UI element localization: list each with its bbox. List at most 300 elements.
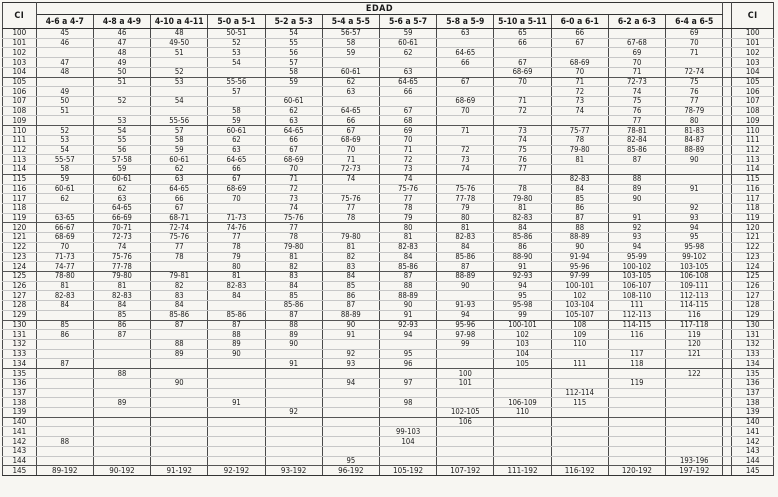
score-cell: 88 — [208, 330, 265, 340]
score-cell: 102 — [551, 291, 608, 301]
ci-value: 116 — [3, 184, 37, 194]
score-cell: 54 — [36, 145, 93, 155]
table-row — [3, 291, 774, 301]
score-cell: 51 — [151, 48, 208, 58]
score-cell: 91-93 — [437, 301, 494, 311]
table-row — [3, 203, 774, 213]
score-cell — [36, 408, 93, 418]
score-cell: 112-113 — [666, 291, 723, 301]
ci-value: 113 — [3, 155, 37, 165]
ci-value: 119 — [3, 213, 37, 223]
score-cell: 71-73 — [208, 213, 265, 223]
ci-value-right: 111 — [732, 135, 774, 145]
score-cell: 90 — [437, 281, 494, 291]
score-cell — [379, 369, 436, 379]
score-cell: 84-87 — [666, 135, 723, 145]
gap-cell — [723, 165, 732, 175]
table-row — [3, 427, 774, 437]
gap-cell — [723, 310, 732, 320]
score-cell: 50-51 — [208, 29, 265, 39]
score-cell: 103 — [494, 340, 551, 350]
score-cell: 72-74 — [151, 223, 208, 233]
score-cell: 120 — [666, 340, 723, 350]
score-cell: 67 — [379, 106, 436, 116]
gap-cell — [723, 174, 732, 184]
score-cell: 88-89 — [551, 233, 608, 243]
score-cell: 69 — [608, 48, 665, 58]
score-cell: 70 — [379, 135, 436, 145]
score-cell — [208, 67, 265, 77]
score-cell: 77-78 — [93, 262, 150, 272]
score-cell: 88 — [36, 437, 93, 447]
score-cell: 69 — [379, 126, 436, 136]
table-row — [3, 349, 774, 359]
score-cell: 64-65 — [208, 155, 265, 165]
table-row — [3, 369, 774, 379]
score-cell: 72 — [265, 184, 322, 194]
score-cell — [379, 388, 436, 398]
score-cell: 72-73 — [608, 77, 665, 87]
score-cell: 64-65 — [151, 184, 208, 194]
score-cell: 88-89 — [322, 310, 379, 320]
score-cell: 72-73 — [93, 233, 150, 243]
ci-value-right: 144 — [732, 456, 774, 466]
score-cell: 92 — [666, 203, 723, 213]
score-cell — [494, 446, 551, 456]
score-cell — [437, 174, 494, 184]
score-cell — [208, 359, 265, 369]
score-cell: 99-102 — [666, 252, 723, 262]
score-cell — [151, 417, 208, 427]
score-cell: 59 — [265, 77, 322, 87]
score-cell: 80 — [437, 213, 494, 223]
score-cell: 86 — [551, 203, 608, 213]
score-cell: 110 — [551, 340, 608, 350]
score-cell — [437, 291, 494, 301]
score-cell: 67 — [437, 77, 494, 87]
score-cell: 93 — [608, 233, 665, 243]
score-cell: 108-110 — [608, 291, 665, 301]
score-cell: 62 — [379, 48, 436, 58]
score-cell — [265, 456, 322, 466]
score-cell — [36, 456, 93, 466]
table-row — [3, 340, 774, 350]
score-cell — [666, 417, 723, 427]
score-cell: 59 — [379, 29, 436, 39]
score-cell: 57-58 — [93, 155, 150, 165]
score-cell: 58 — [36, 165, 93, 175]
score-cell: 82 — [151, 281, 208, 291]
table-row — [3, 87, 774, 97]
score-cell: 85-86 — [151, 310, 208, 320]
score-cell — [437, 38, 494, 48]
ci-value: 141 — [3, 427, 37, 437]
score-cell: 120-192 — [608, 466, 665, 476]
score-cell: 103-105 — [608, 271, 665, 281]
table-row — [3, 77, 774, 87]
score-cell — [666, 398, 723, 408]
score-cell: 85-86 — [494, 233, 551, 243]
score-cell: 95-96 — [551, 262, 608, 272]
score-cell — [151, 388, 208, 398]
score-cell: 95-98 — [494, 301, 551, 311]
score-cell: 112-113 — [608, 310, 665, 320]
score-cell: 100-102 — [608, 262, 665, 272]
gap-cell — [723, 194, 732, 204]
score-cell — [494, 174, 551, 184]
score-cell — [551, 48, 608, 58]
score-cell — [93, 437, 150, 447]
score-cell — [437, 446, 494, 456]
score-cell: 69 — [666, 29, 723, 39]
score-cell: 94 — [379, 330, 436, 340]
score-cell: 91-192 — [151, 466, 208, 476]
score-cell: 64-65 — [265, 126, 322, 136]
score-cell: 54 — [93, 126, 150, 136]
score-cell: 50 — [36, 97, 93, 107]
score-cell: 84 — [494, 223, 551, 233]
score-cell: 74-77 — [36, 262, 93, 272]
score-cell: 76 — [608, 106, 665, 116]
table-row — [3, 38, 774, 48]
score-cell: 49 — [93, 58, 150, 68]
score-cell: 46 — [36, 38, 93, 48]
score-cell: 78 — [379, 203, 436, 213]
score-cell: 60-61 — [265, 97, 322, 107]
score-cell — [666, 388, 723, 398]
score-cell: 96 — [379, 359, 436, 369]
score-cell: 79-81 — [151, 271, 208, 281]
gap-cell — [723, 262, 732, 272]
score-cell — [36, 310, 93, 320]
score-cell — [265, 388, 322, 398]
ci-value-right: 105 — [732, 77, 774, 87]
score-cell: 90 — [551, 242, 608, 252]
score-cell — [265, 417, 322, 427]
score-cell — [93, 427, 150, 437]
score-cell: 84 — [437, 242, 494, 252]
ci-value: 112 — [3, 145, 37, 155]
score-cell: 91-94 — [551, 252, 608, 262]
edad-header: EDAD — [36, 3, 723, 15]
score-cell — [36, 417, 93, 427]
score-cell: 84 — [36, 301, 93, 311]
score-cell — [151, 437, 208, 447]
score-cell: 70 — [322, 145, 379, 155]
ci-value: 101 — [3, 38, 37, 48]
score-cell: 55 — [265, 38, 322, 48]
score-cell: 92-93 — [494, 271, 551, 281]
ci-value: 145 — [3, 466, 37, 476]
score-cell: 66 — [494, 38, 551, 48]
score-cell: 87 — [322, 301, 379, 311]
gap-cell — [723, 48, 732, 58]
score-cell: 59 — [93, 165, 150, 175]
table-row — [3, 281, 774, 291]
ci-value: 137 — [3, 388, 37, 398]
score-cell: 54 — [265, 29, 322, 39]
score-cell: 63 — [93, 194, 150, 204]
score-cell: 48 — [151, 29, 208, 39]
score-cell — [379, 456, 436, 466]
score-cell — [379, 446, 436, 456]
score-cell: 91 — [666, 184, 723, 194]
score-cell — [494, 388, 551, 398]
score-cell: 74 — [265, 203, 322, 213]
score-cell: 78-81 — [608, 126, 665, 136]
ci-value: 121 — [3, 233, 37, 243]
score-cell — [437, 398, 494, 408]
table-row — [3, 398, 774, 408]
ci-value-right: 130 — [732, 320, 774, 330]
table-row — [3, 446, 774, 456]
score-cell — [551, 446, 608, 456]
gap-cell — [723, 408, 732, 418]
score-cell — [551, 378, 608, 388]
ci-value: 118 — [3, 203, 37, 213]
score-cell — [151, 408, 208, 418]
score-cell: 74 — [494, 135, 551, 145]
gap-cell — [723, 29, 732, 39]
table-row — [3, 466, 774, 476]
ci-value: 124 — [3, 262, 37, 272]
score-cell: 85-86 — [608, 145, 665, 155]
ci-value-right: 112 — [732, 145, 774, 155]
ci-value-right: 107 — [732, 97, 774, 107]
score-cell: 90 — [379, 301, 436, 311]
score-cell — [322, 58, 379, 68]
score-cell: 49-50 — [151, 38, 208, 48]
age-range-header: 6-0 a 6-1 — [551, 15, 608, 29]
score-cell — [437, 87, 494, 97]
score-cell — [551, 408, 608, 418]
score-cell: 57 — [265, 58, 322, 68]
score-cell: 103-105 — [666, 262, 723, 272]
score-cell — [151, 427, 208, 437]
score-cell: 48 — [36, 67, 93, 77]
score-cell: 56 — [93, 145, 150, 155]
ci-value-right: 119 — [732, 213, 774, 223]
score-cell: 68-69 — [437, 97, 494, 107]
score-cell: 55-56 — [208, 77, 265, 87]
score-cell — [265, 398, 322, 408]
score-cell: 77 — [151, 242, 208, 252]
score-cell: 86 — [93, 320, 150, 330]
gap-cell — [723, 77, 732, 87]
score-cell: 117-118 — [666, 320, 723, 330]
score-cell: 75-77 — [551, 126, 608, 136]
score-cell: 79 — [379, 213, 436, 223]
gap-cell — [723, 281, 732, 291]
gap-cell — [723, 87, 732, 97]
score-cell — [36, 77, 93, 87]
score-cell: 89 — [208, 340, 265, 350]
score-cell: 73 — [551, 97, 608, 107]
score-cell — [93, 456, 150, 466]
score-cell: 63 — [437, 29, 494, 39]
score-cell — [322, 417, 379, 427]
ci-value-right: 140 — [732, 417, 774, 427]
score-cell: 75 — [666, 77, 723, 87]
score-cell: 82-84 — [608, 135, 665, 145]
score-cell: 87 — [265, 310, 322, 320]
score-cell — [608, 29, 665, 39]
score-cell: 46 — [93, 29, 150, 39]
gap-cell — [723, 291, 732, 301]
score-cell — [151, 106, 208, 116]
score-cell — [437, 427, 494, 437]
score-cell: 55-57 — [36, 155, 93, 165]
gap-cell — [723, 349, 732, 359]
score-cell — [666, 427, 723, 437]
score-cell: 74 — [608, 87, 665, 97]
score-cell: 62 — [151, 165, 208, 175]
gap-cell — [723, 398, 732, 408]
score-cell: 73 — [265, 194, 322, 204]
score-cell: 77 — [379, 194, 436, 204]
ci-value-right: 102 — [732, 48, 774, 58]
score-cell: 104 — [494, 349, 551, 359]
score-cell: 71-73 — [36, 252, 93, 262]
score-cell — [666, 165, 723, 175]
score-cell: 68-69 — [208, 184, 265, 194]
score-cell: 87 — [93, 330, 150, 340]
score-cell: 72 — [551, 87, 608, 97]
score-cell: 72-74 — [666, 67, 723, 77]
score-cell: 92 — [322, 349, 379, 359]
score-cell — [608, 203, 665, 213]
score-cell: 62 — [93, 184, 150, 194]
score-cell: 87 — [151, 320, 208, 330]
score-cell: 94 — [608, 242, 665, 252]
score-cell: 58 — [151, 135, 208, 145]
ci-value-right: 132 — [732, 340, 774, 350]
ci-value: 144 — [3, 456, 37, 466]
score-cell: 85-86 — [379, 262, 436, 272]
score-cell: 62 — [36, 194, 93, 204]
gap-cell — [723, 106, 732, 116]
score-cell — [93, 87, 150, 97]
score-cell: 64-65 — [379, 77, 436, 87]
score-cell: 88-89 — [437, 271, 494, 281]
score-cell: 85 — [93, 310, 150, 320]
score-cell: 87 — [379, 271, 436, 281]
score-cell — [322, 427, 379, 437]
score-cell: 78 — [494, 184, 551, 194]
score-cell — [208, 417, 265, 427]
table-row — [3, 97, 774, 107]
score-cell: 99 — [494, 310, 551, 320]
gap-cell — [723, 388, 732, 398]
score-cell: 76 — [666, 87, 723, 97]
score-cell: 51 — [93, 77, 150, 87]
ci-value-right: 108 — [732, 106, 774, 116]
ci-value-right: 121 — [732, 233, 774, 243]
ci-value-right: 137 — [732, 388, 774, 398]
score-cell: 68-71 — [151, 213, 208, 223]
score-cell — [494, 417, 551, 427]
score-cell: 122 — [666, 369, 723, 379]
score-cell — [36, 349, 93, 359]
score-cell — [36, 378, 93, 388]
score-cell: 58 — [265, 67, 322, 77]
score-cell: 90 — [322, 320, 379, 330]
gap-cell — [723, 417, 732, 427]
score-cell — [93, 417, 150, 427]
score-cell: 77 — [608, 116, 665, 126]
score-cell: 70-71 — [93, 223, 150, 233]
score-cell: 68-69 — [322, 135, 379, 145]
ci-value: 102 — [3, 48, 37, 58]
score-cell — [151, 456, 208, 466]
score-cell: 111 — [608, 301, 665, 311]
score-cell: 59 — [151, 145, 208, 155]
score-cell: 78 — [322, 213, 379, 223]
score-cell: 79-80 — [265, 242, 322, 252]
gap-column — [723, 3, 732, 29]
score-cell: 102 — [494, 330, 551, 340]
ci-value-right: 126 — [732, 281, 774, 291]
ci-value: 143 — [3, 446, 37, 456]
score-cell: 56-57 — [322, 29, 379, 39]
score-cell: 89-192 — [36, 466, 93, 476]
score-cell — [36, 116, 93, 126]
score-cell: 84 — [151, 301, 208, 311]
score-cell: 92-93 — [379, 320, 436, 330]
score-cell: 89 — [608, 184, 665, 194]
table-row — [3, 437, 774, 447]
score-cell: 88 — [551, 223, 608, 233]
gap-cell — [723, 330, 732, 340]
ci-value-right: 122 — [732, 242, 774, 252]
age-range-header: 5-10 a 5-11 — [494, 15, 551, 29]
score-cell: 53 — [36, 135, 93, 145]
ci-value: 108 — [3, 106, 37, 116]
score-cell: 121 — [666, 349, 723, 359]
ci-value: 103 — [3, 58, 37, 68]
score-cell: 67 — [551, 38, 608, 48]
score-cell: 81 — [494, 203, 551, 213]
ci-value: 128 — [3, 301, 37, 311]
score-cell: 64-65 — [437, 48, 494, 58]
age-range-header: 6-4 a 6-5 — [666, 15, 723, 29]
score-cell: 47 — [36, 58, 93, 68]
score-cell — [208, 427, 265, 437]
score-cell: 108 — [551, 320, 608, 330]
score-cell: 65 — [494, 29, 551, 39]
score-cell: 193-196 — [666, 456, 723, 466]
ci-value-right: 113 — [732, 155, 774, 165]
score-cell: 91 — [208, 398, 265, 408]
ci-value-right: 110 — [732, 126, 774, 136]
score-cell: 82 — [265, 262, 322, 272]
score-cell: 79-80 — [93, 271, 150, 281]
score-cell: 59 — [322, 48, 379, 58]
ci-value-right: 139 — [732, 408, 774, 418]
score-cell: 66 — [208, 165, 265, 175]
score-cell: 71 — [265, 174, 322, 184]
score-cell: 77 — [208, 233, 265, 243]
age-range-header: 5-4 a 5-5 — [322, 15, 379, 29]
score-cell: 82-83 — [208, 281, 265, 291]
score-cell: 79 — [437, 203, 494, 213]
score-cell — [322, 398, 379, 408]
score-cell: 63 — [208, 145, 265, 155]
score-cell: 86 — [322, 291, 379, 301]
score-cell: 63 — [322, 87, 379, 97]
score-cell: 71 — [494, 97, 551, 107]
ci-value: 130 — [3, 320, 37, 330]
